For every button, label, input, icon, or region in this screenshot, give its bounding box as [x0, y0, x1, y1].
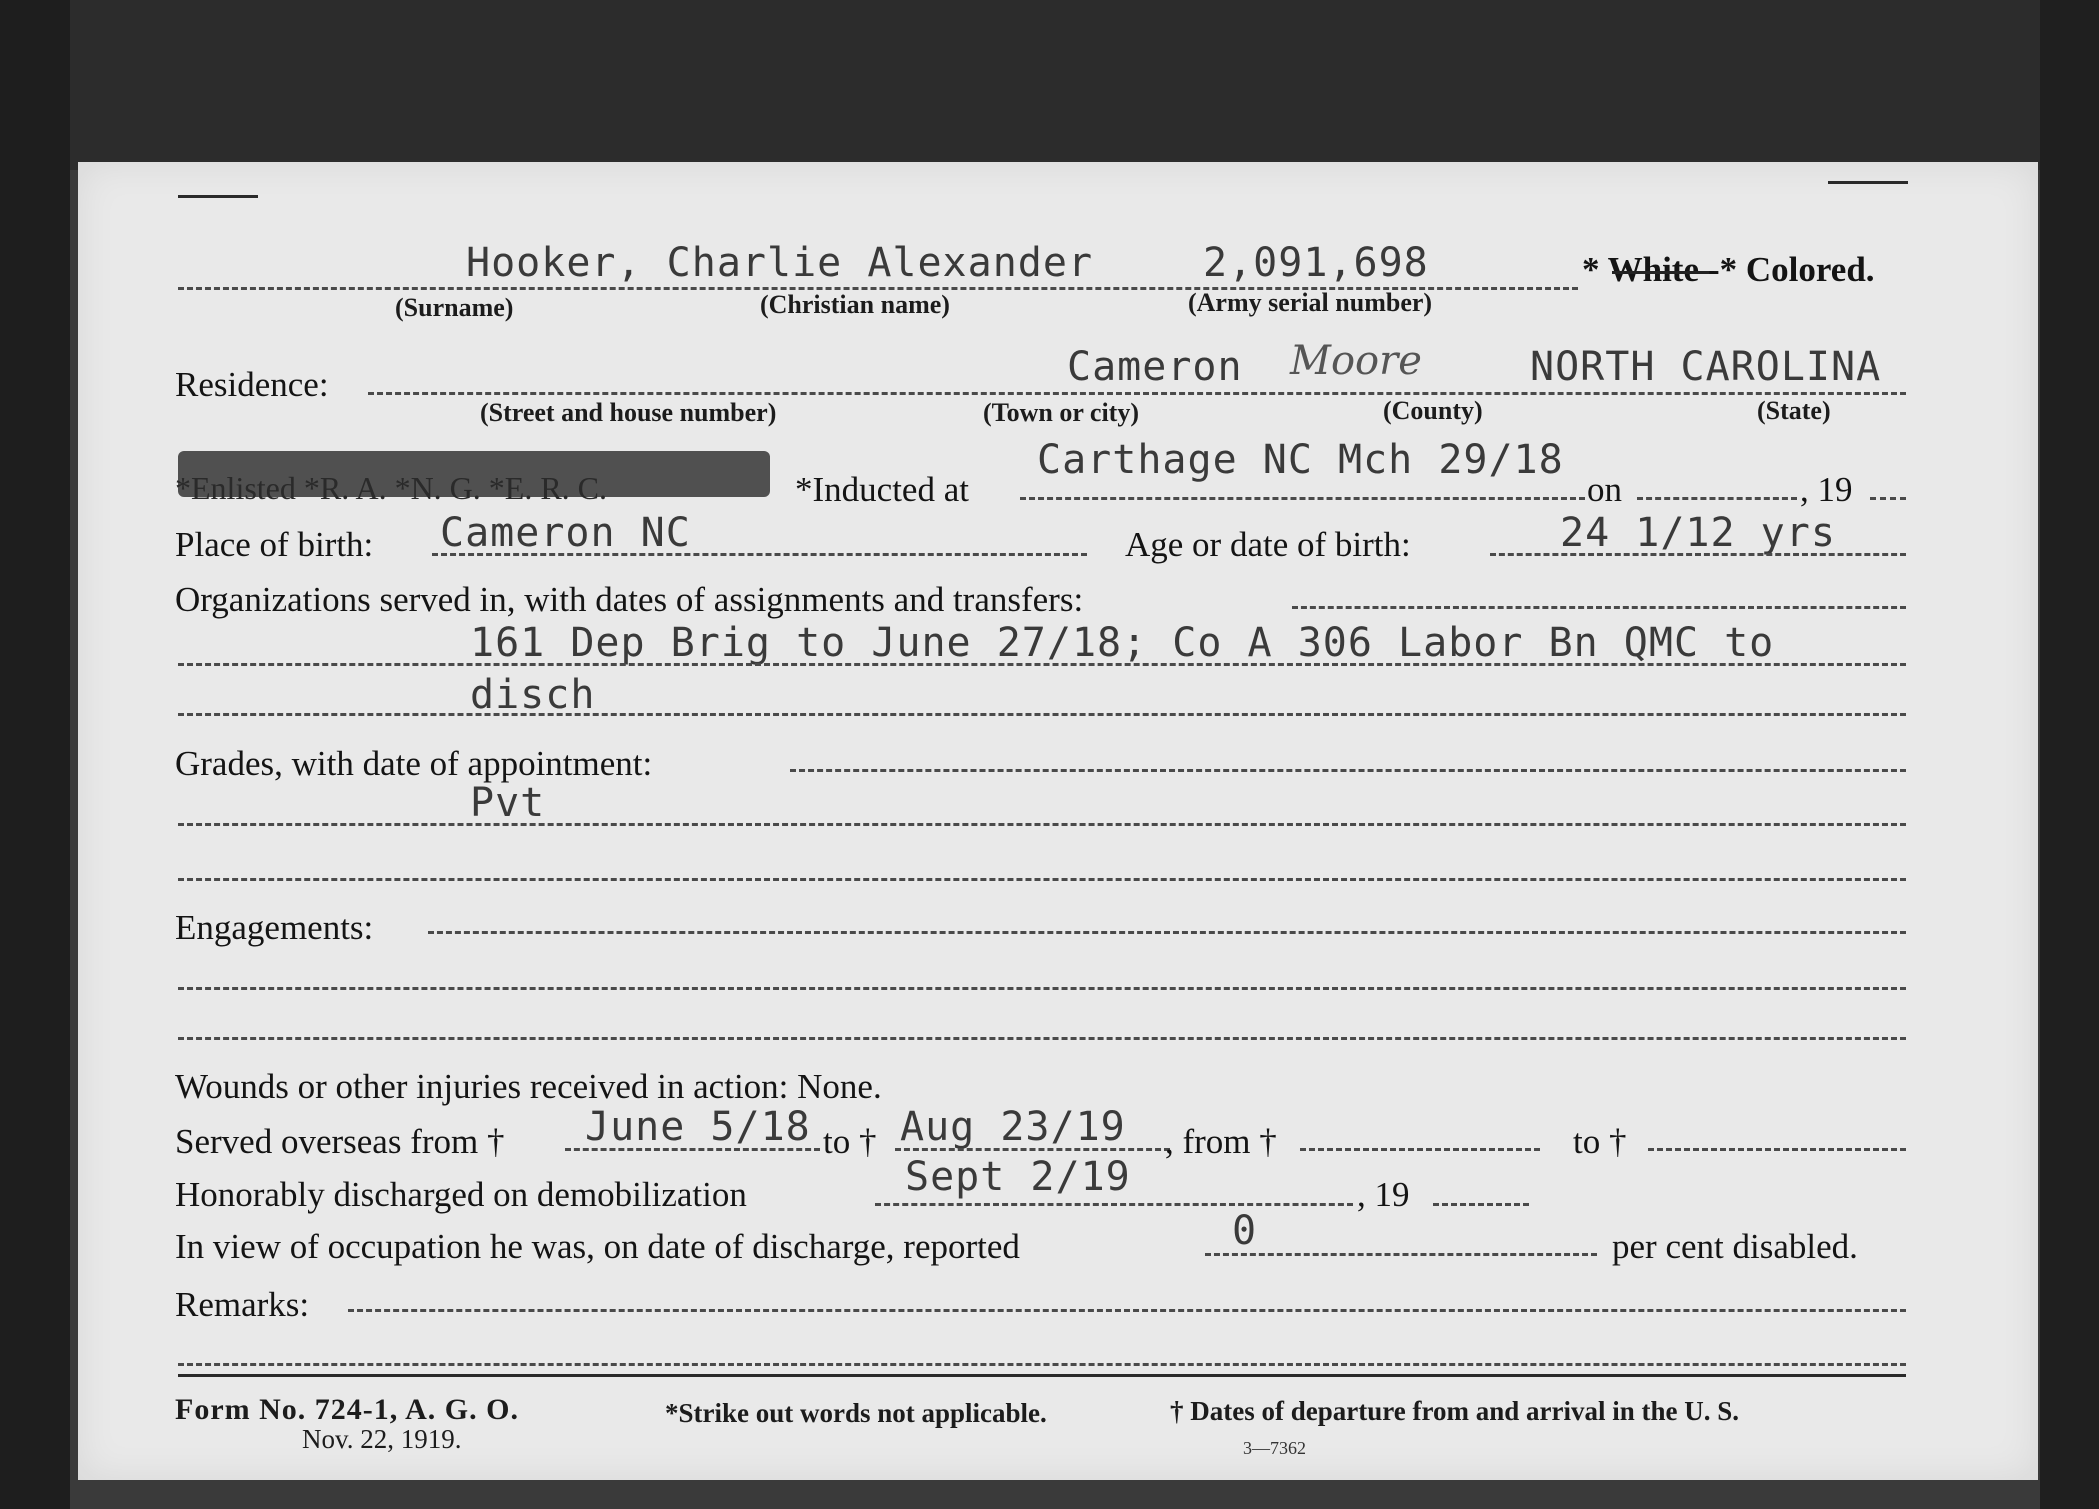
remarks-line-0 [348, 1309, 1906, 1312]
print-code: 3—7362 [1243, 1438, 1306, 1458]
per-cent-disabled-label: per cent disabled. [1612, 1227, 1858, 1266]
corner-rule-left [178, 195, 258, 198]
grades-line-2 [178, 878, 1906, 881]
residence-label: Residence: [175, 365, 329, 404]
scan-background-top [0, 0, 2099, 170]
serial-caption: (Army serial number) [1188, 288, 1433, 317]
overseas-to2-line [1648, 1148, 1906, 1151]
grades-label: Grades, with date of appointment: [175, 744, 653, 783]
surname-caption: (Surname) [395, 293, 514, 322]
age-value: 24 1/12 yrs [1560, 510, 1836, 556]
town-caption: (Town or city) [983, 398, 1139, 427]
disability-label: In view of occupation he was, on date of discharge, reported [175, 1227, 1020, 1266]
inducted-value: Carthage NC Mch 29/18 [1037, 437, 1564, 483]
overseas-from2-line [1300, 1148, 1540, 1151]
overseas-from-line [565, 1148, 820, 1151]
age-label: Age or date of birth: [1125, 525, 1411, 564]
discharge-date-value: Sept 2/19 [905, 1154, 1131, 1200]
discharge-year-line [1433, 1203, 1529, 1206]
overseas-from2-label: , from † [1165, 1122, 1277, 1161]
organizations-value-1: 161 Dep Brig to June 27/18; Co A 306 Labor Bn QMC to [470, 620, 1775, 666]
inducted-at-label: *Inducted at [795, 470, 969, 509]
remarks-label: Remarks: [175, 1285, 310, 1324]
on-line [1637, 497, 1797, 500]
race-colored-label: -* Colored. [1708, 250, 1875, 289]
scan-background-left [0, 0, 70, 1509]
race-white-label: * White [1582, 250, 1699, 289]
christian-name-caption: (Christian name) [760, 290, 950, 319]
percent-line [1205, 1253, 1597, 1256]
county-caption: (County) [1383, 396, 1483, 425]
street-caption: (Street and house number) [480, 398, 777, 427]
strike-note: *Strike out words not applicable. [665, 1398, 1047, 1428]
serial-number-value: 2,091,698 [1203, 240, 1429, 286]
remarks-line-1 [178, 1363, 1906, 1366]
overseas-to2-label: to † [1573, 1122, 1627, 1161]
year-line [1870, 497, 1906, 500]
engagements-line-1 [178, 987, 1906, 990]
name-value: Hooker, Charlie Alexander [466, 240, 1094, 286]
percent-disabled-value: 0 [1232, 1208, 1258, 1254]
wounds-label: Wounds or other injuries received in action: None. [175, 1067, 882, 1106]
race-white-strikeout [1612, 271, 1714, 274]
organizations-line-2 [178, 713, 1906, 716]
residence-town-value: Cameron [1067, 344, 1243, 390]
on-label: on [1587, 470, 1622, 509]
engagements-line-0 [428, 931, 1906, 934]
overseas-to-value: Aug 23/19 [900, 1104, 1126, 1150]
overseas-to-label: to † [823, 1122, 877, 1161]
engagements-label: Engagements: [175, 908, 374, 947]
birthplace-line [432, 553, 1087, 556]
residence-line [368, 392, 1906, 395]
organizations-line-0 [1292, 606, 1906, 609]
residence-state-value: NORTH CAROLINA [1530, 344, 1882, 390]
enlisted-options: *Enlisted *R. A. *N. G. *E. R. C. [175, 470, 608, 506]
form-date: Nov. 22, 1919. [302, 1424, 462, 1454]
dates-note: † Dates of departure from and arrival in the U. S. [1170, 1396, 1739, 1426]
age-line [1490, 553, 1906, 556]
form-number: Form No. 724-1, A. G. O. [175, 1393, 519, 1426]
birthplace-value: Cameron NC [440, 510, 691, 556]
engagements-line-2 [178, 1037, 1906, 1040]
grades-line-1 [178, 823, 1906, 826]
organizations-line-1 [178, 663, 1906, 666]
organizations-label: Organizations served in, with dates of assignments and transfers: [175, 580, 1084, 619]
organizations-value-2: disch [470, 672, 596, 718]
discharge-line [875, 1203, 1353, 1206]
scan-background-right [2040, 0, 2099, 1509]
year-19-label: , 19 [1800, 470, 1853, 509]
discharge-year-label: , 19 [1357, 1175, 1410, 1214]
footer-rule [178, 1374, 1906, 1377]
served-overseas-label: Served overseas from † [175, 1122, 505, 1161]
residence-county-value: Moore [1290, 338, 1422, 384]
honorably-discharged-label: Honorably discharged on demobilization [175, 1175, 747, 1214]
overseas-to-line [895, 1148, 1170, 1151]
inducted-line [1020, 497, 1585, 500]
grades-line-0 [790, 769, 1906, 772]
state-caption: (State) [1757, 396, 1831, 425]
corner-rule-right [1828, 181, 1908, 184]
place-of-birth-label: Place of birth: [175, 525, 374, 564]
grade-value: Pvt [470, 780, 546, 826]
overseas-from-value: June 5/18 [585, 1104, 811, 1150]
